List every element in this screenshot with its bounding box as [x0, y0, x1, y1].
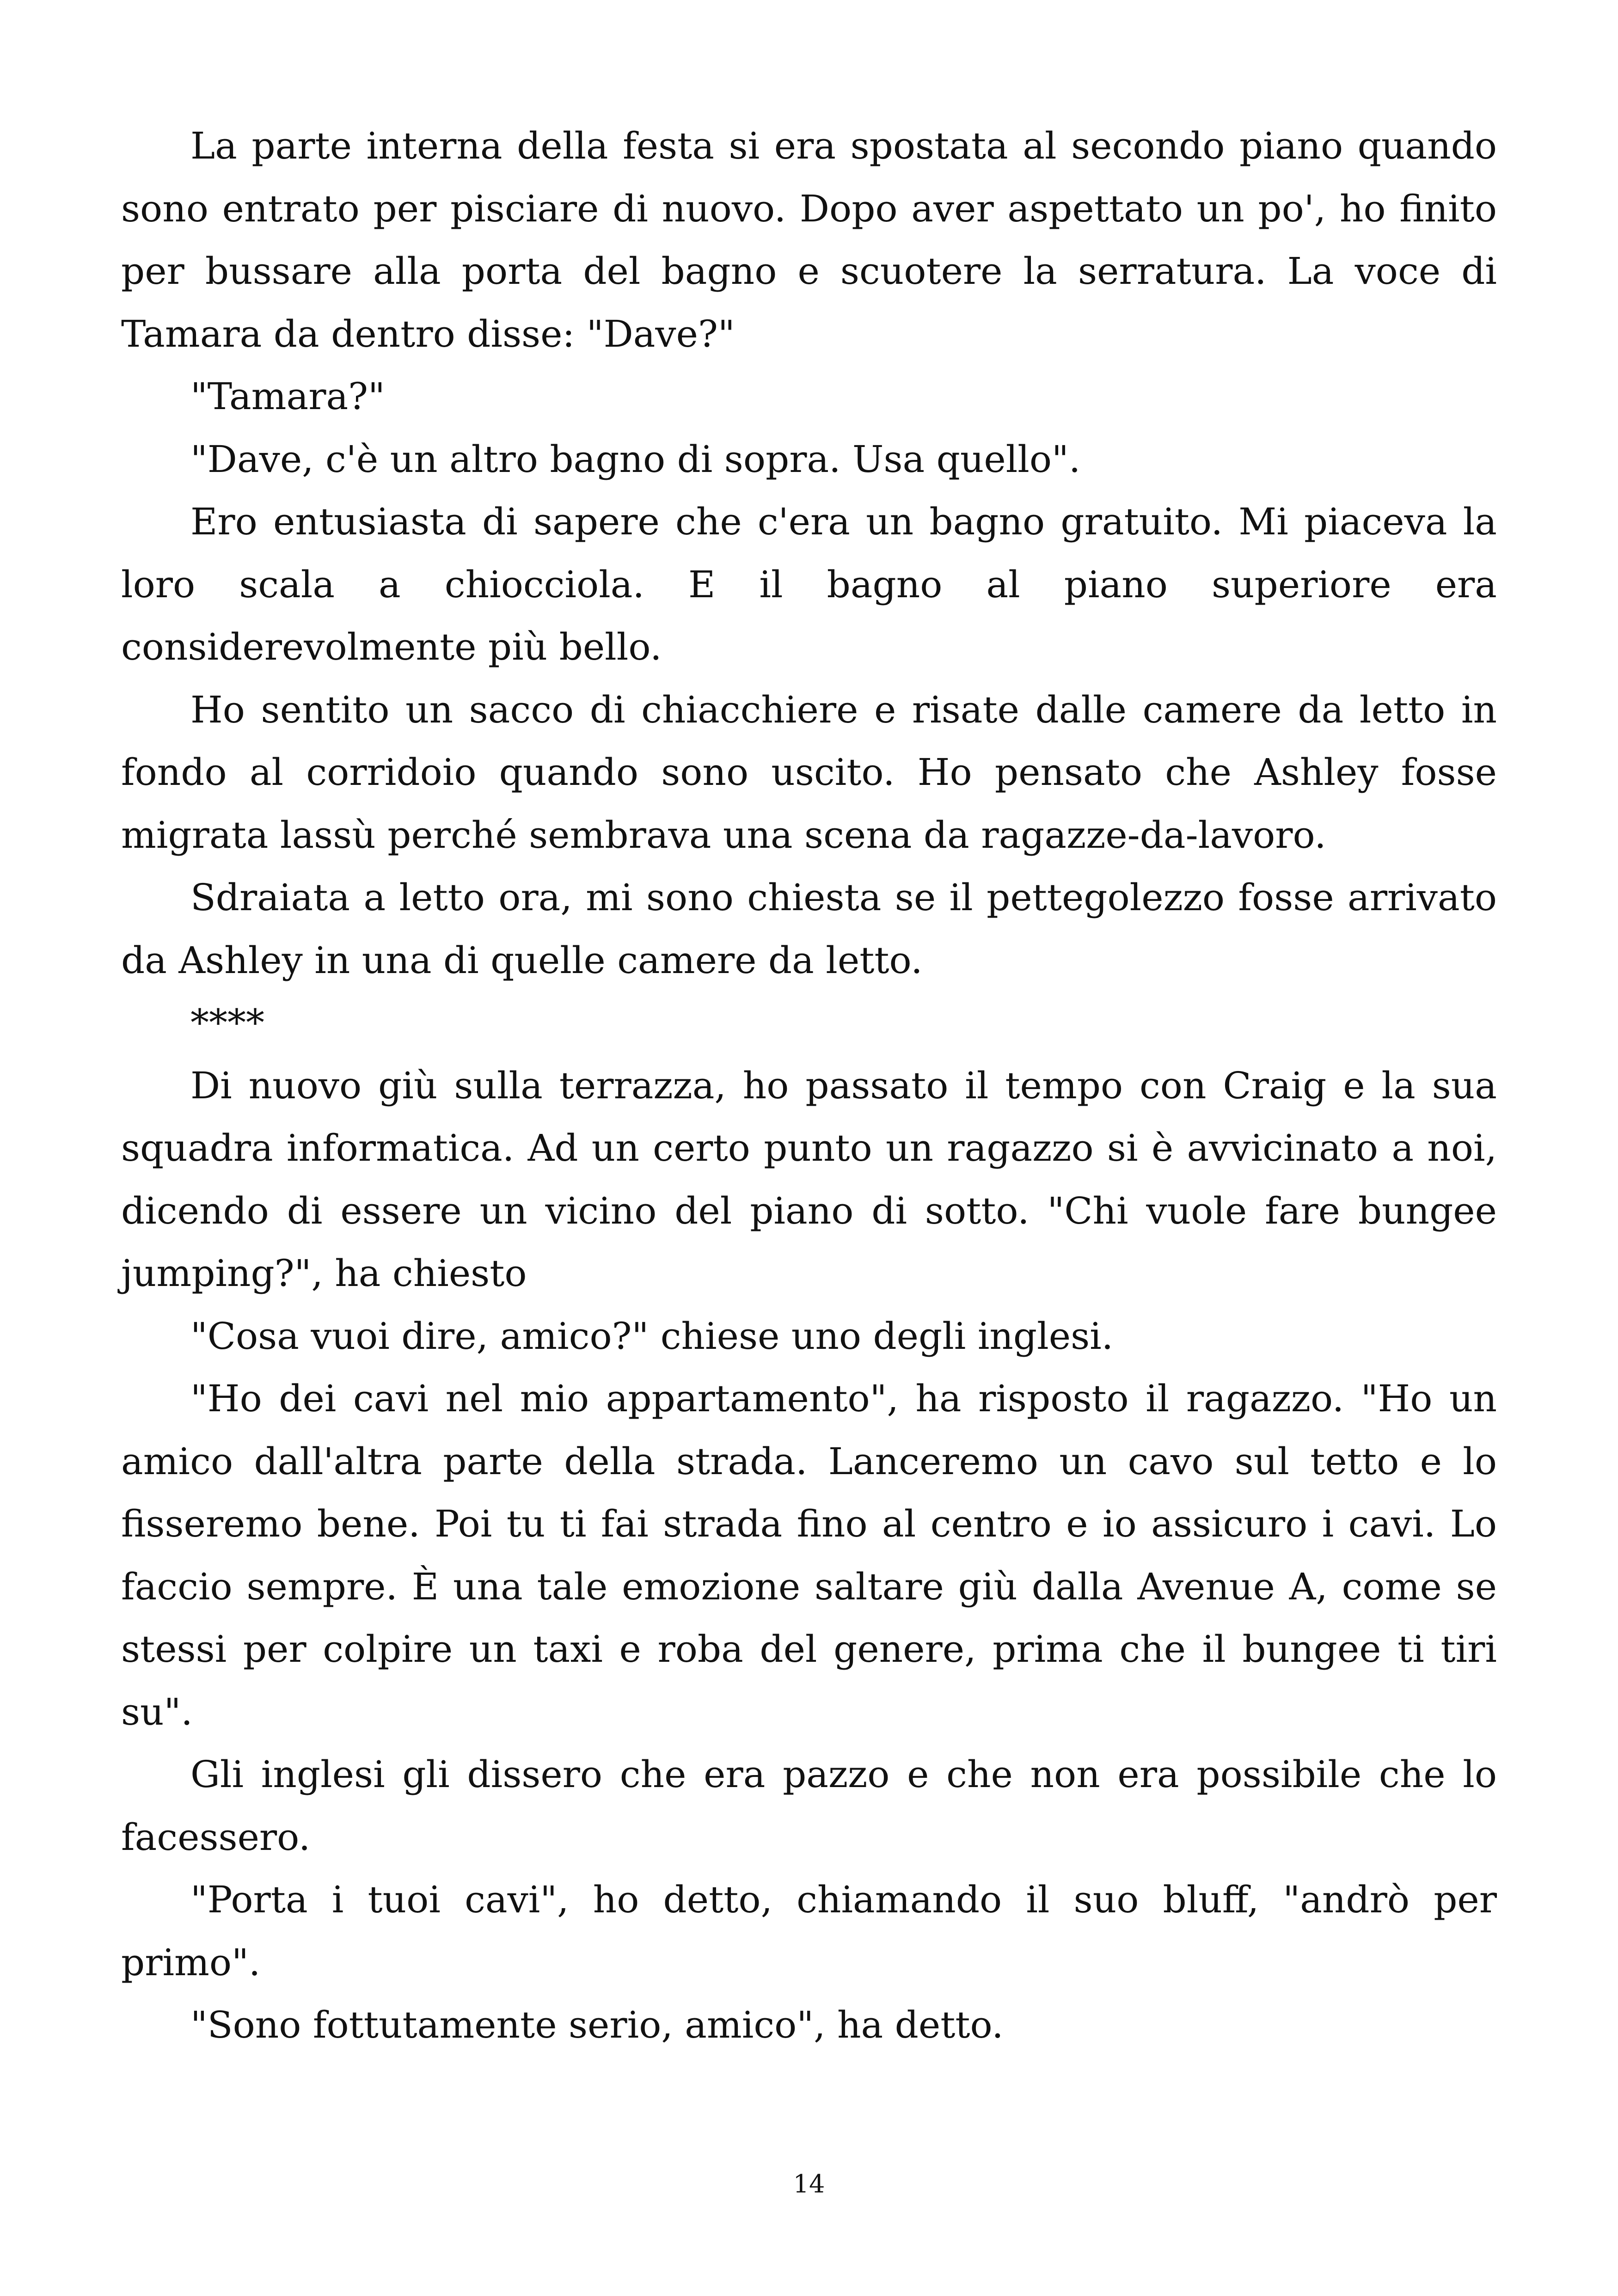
paragraph: Gli inglesi gli dissero che era pazzo e che non era possibile che lo facessero. — [121, 1753, 1497, 1859]
paragraph: Di nuovo giù sulla terrazza, ho passato il tempo con Craig e la sua squadra informatica. Ad un certo punto un ragazzo si è avvicinato a noi, dicendo di essere un vicino del piano di sotto. "Chi vuole fare bungee jumping?", ha chiesto — [121, 1064, 1497, 1295]
page-number: 14 — [793, 2169, 825, 2198]
paragraph: Ho sentito un sacco di chiacchiere e risate dalle camere da letto in fondo al corridoio quando sono uscito. Ho pensato che Ashley fosse migrata lassù perché sembrava una scena da ragazze-da-lavoro. — [121, 688, 1497, 857]
paragraph: "Dave, c'è un altro bagno di sopra. Usa quello". — [190, 437, 1081, 481]
paragraph: "Sono fottutamente serio, amico", ha detto. — [190, 2003, 1004, 2046]
section-break: **** — [190, 1001, 264, 1044]
paragraph: Ero entusiasta di sapere che c'era un bagno gratuito. Mi piaceva la loro scala a chiocciola. E il bagno al piano superiore era considerevolmente più bello. — [121, 500, 1497, 668]
paragraph: "Porta i tuoi cavi", ho detto, chiamando il suo bluff, "andrò per primo". — [121, 1878, 1497, 1984]
paragraph: "Ho dei cavi nel mio appartamento", ha risposto il ragazzo. "Ho un amico dall'altra parte della strada. Lanceremo un cavo sul tetto e lo fisseremo bene. Poi tu ti fai strada fino al centro e io assicuro i cavi. Lo faccio sempre. È una tale emozione saltare giù dalla Avenue A, come se stessi per colpire un taxi e roba del genere, prima che il bungee ti tiri su". — [121, 1377, 1497, 1733]
paragraph: La parte interna della festa si era spostata al secondo piano quando sono entrato per pisciare di nuovo. Dopo aver aspettato un po', ho finito per bussare alla porta del bagno e scuotere la serratura. La voce di Tamara da dentro disse: "Dave?" — [121, 124, 1497, 355]
paragraph: "Tamara?" — [190, 375, 385, 418]
body-text — [121, 115, 1497, 2057]
paragraph: "Cosa vuoi dire, amico?" chiese uno degli inglesi. — [190, 1314, 1114, 1358]
paragraph: Sdraiata a letto ora, mi sono chiesta se il pettegolezzo fosse arrivato da Ashley in una di quelle camere da letto. — [121, 876, 1497, 982]
